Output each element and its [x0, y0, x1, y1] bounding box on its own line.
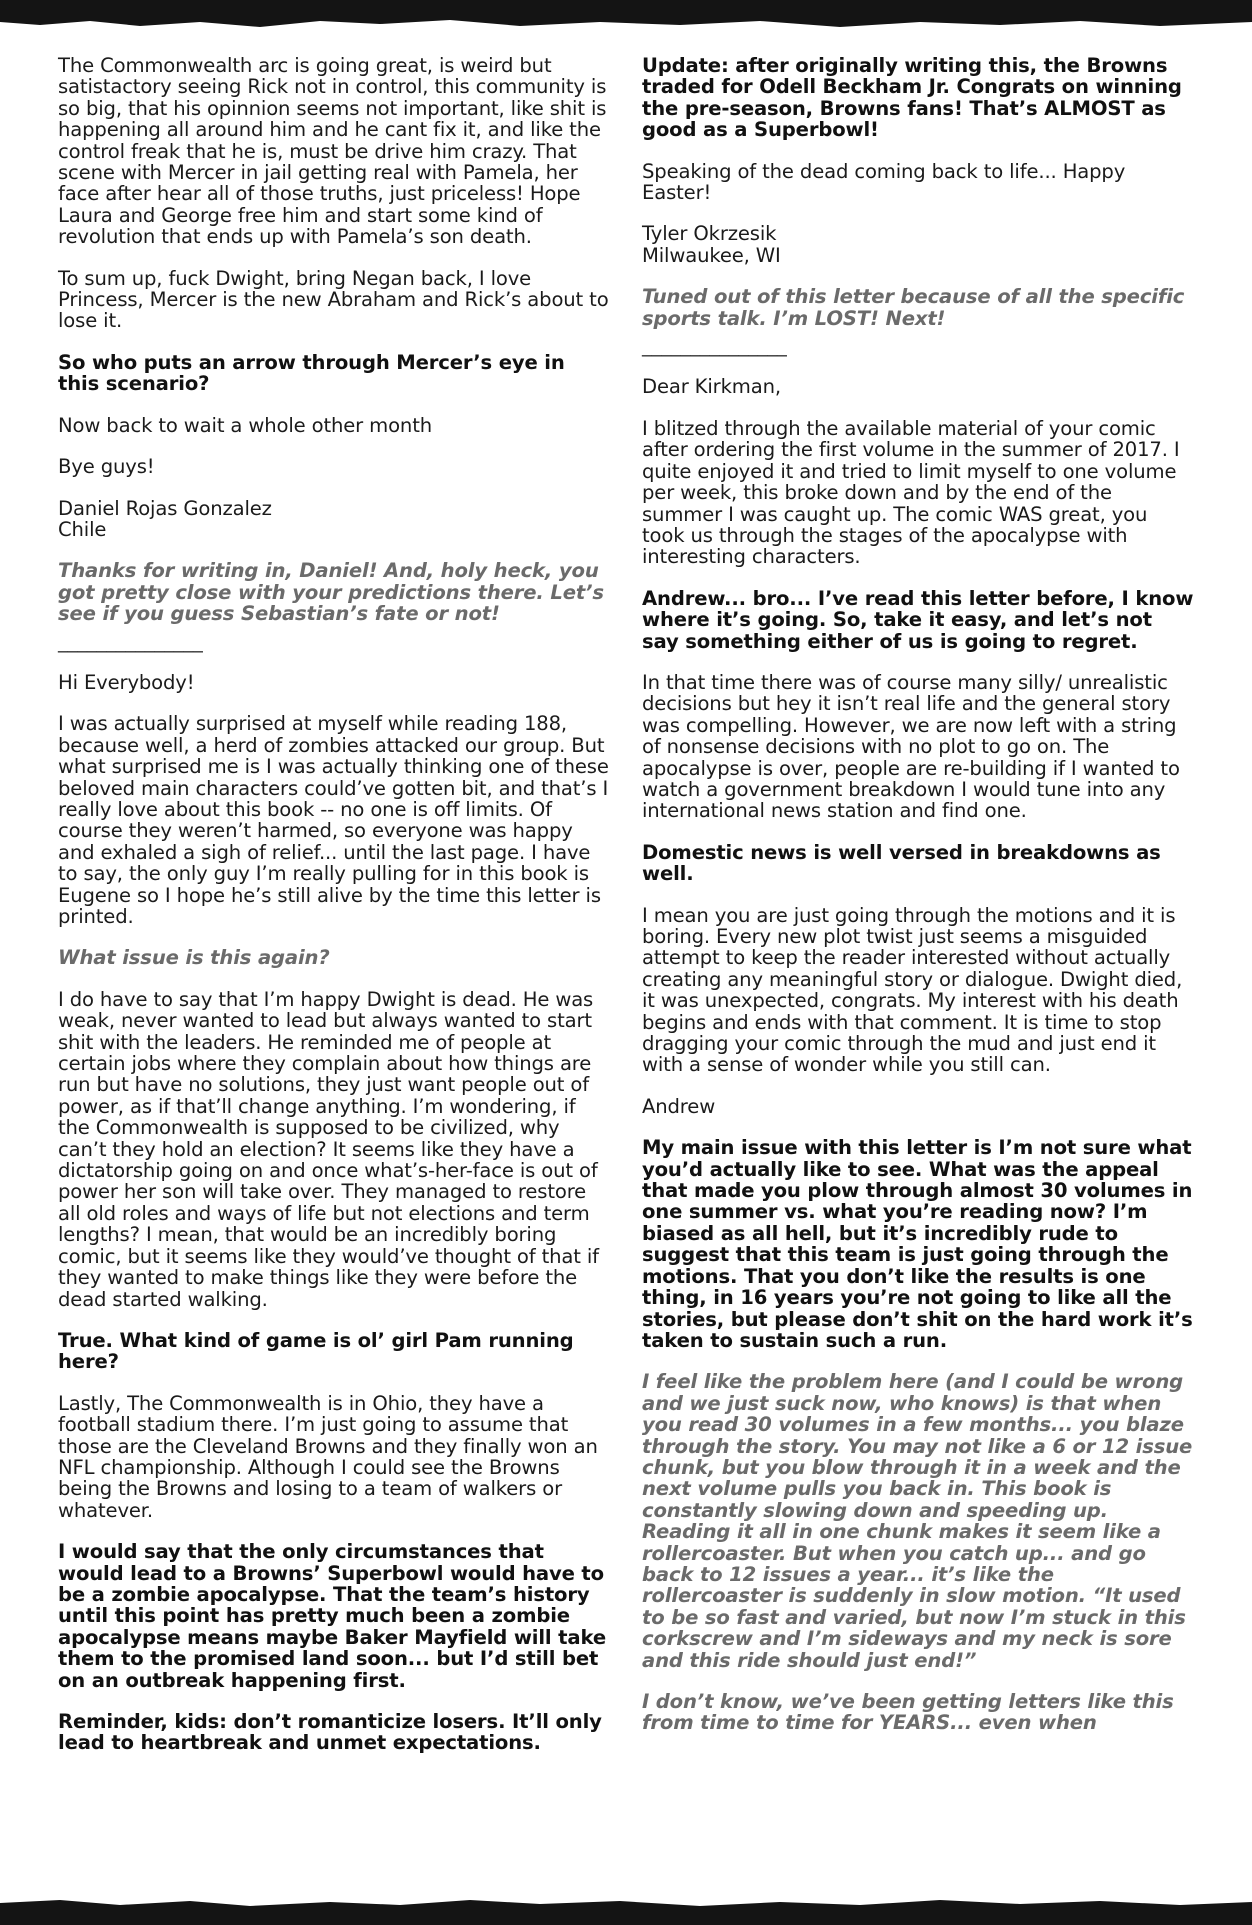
letter-separator: _______________ [58, 629, 203, 653]
editor-response: Tuned out of this letter because of all the specific sports talk. I’m LOST! Next! [642, 285, 1185, 330]
letter-paragraph: Speaking of the dead coming back to life... Happy Easter! [642, 159, 1126, 205]
reply-paragraph: I would say that the only circumstances that would lead to a Browns’ Superbowl would have to be a zombie apocalypse. That the team’s history until this point has pretty much been a zombie apocalypse means maybe Baker Mayfield will take them to the promised land soon... but I’d still bet on an outbreak happening first. [58, 1540, 606, 1692]
right-column [642, 55, 1194, 1754]
letter-signature [642, 223, 1194, 266]
letter-salutation: Dear Kirkman, [642, 375, 781, 399]
letter-paragraph: I do have to say that I’m happy Dwight is dead. He was weak, never wanted to lead but always wanted to start shit with the leaders. He reminded me of people at certain jobs where they complain about how things are run but have no solutions, they just want people out of power, as if that’ll change anything. I’m wondering, if the Commonwealth is supposed to be civilized, why can’t they hold an election? It seems like they have a dictatorship going on and once what’s-her-face is out of power her son will take over. They managed to restore all old roles and ways of life but not elections and term lengths? I mean, that would be an incredibly boring comic, but it seems like they would’ve thought of that if they wanted to make things like they were before the dead started walking. [58, 987, 599, 1311]
signature-name: Tyler Okrzesik [642, 222, 777, 246]
torn-top-border [0, 0, 1252, 20]
editor-response: What issue is this again? [58, 946, 330, 970]
reply-paragraph: True. What kind of game is ol’ girl Pam running here? [58, 1328, 574, 1374]
reply-paragraph: Domestic news is well versed in breakdowns as well. [642, 840, 1161, 886]
letter-paragraph: Lastly, The Commonwealth is in Ohio, they have a football stadium there. I’m just going to assume that those are the Cleveland Browns and they finally won an NFL championship. Although I could see the Browns being the Browns and losing to a team of walkers or whatever. [58, 1391, 598, 1522]
letter-paragraph: To sum up, fuck Dwight, bring Negan back, I love Princess, Mercer is the new Abraham and Rick’s about to lose it. [58, 266, 609, 333]
letter-paragraph: In that time there was of course many silly/ unrealistic decisions but hey it isn’t real life and the general story was compelling. However, we are now left with a string of nonsense decisions with no plot to go on. The apocalypse is over, people are re-building if I wanted to watch a government breakdown I would tune into any international news station and find one. [642, 670, 1180, 823]
letter-separator: _______________ [642, 334, 787, 358]
signature-location: Milwaukee, WI [642, 243, 781, 267]
letter-paragraph: I was actually surprised at myself while reading 188, because well, a herd of zombies attacked our group. But what surprised me is I was actually thinking one of these beloved main characters could’ve gotten bit, and that’s I really love about this book -- no one is off limits. Of course they weren’t harmed, so everyone was happy and exhaled a sigh of relief... until the last page. I have to say, the only guy I’m really pulling for in this book is Eugene so I hope he’s still alive by the time this letter is printed. [58, 712, 609, 928]
signature-name: Daniel Rojas Gonzalez [58, 496, 272, 520]
letter-paragraph: I mean you are just going through the motions and it is boring. Every new plot twist just seems a misguided attempt to keep the reader interested without actually creating any meaningful story or dialogue. Dwight died, it was unexpected, congrats. My interest with his death begins and ends with that comment. It is time to stop dragging your comic through the mud and just end it with a sense of wonder while you still can. [642, 903, 1183, 1077]
editor-response: Thanks for writing in, Daniel! And, holy heck, you got pretty close with your predictions there. Let’s see if you guess Sebastian’s fate or not! [58, 559, 604, 626]
torn-bottom-border [0, 1907, 1252, 1925]
reply-paragraph: Reminder, kids: don’t romanticize losers. It’ll only lead to heartbreak and unmet expectations. [58, 1710, 602, 1755]
letter-paragraph: Now back to wait a whole other month [58, 413, 432, 437]
reply-paragraph: Andrew... bro... I’ve read this letter before, I know where it’s going. So, take it easy, and let’s not say something either of us is going to regret. [642, 586, 1194, 653]
reply-paragraph: Update: after originally writing this, the Browns traded for Odell Beckham Jr. Congrats on winning the pre-season, Browns fans! That’s ALMOST as good as a Superbowl! [642, 54, 1182, 142]
letter-signature: Andrew [642, 1094, 716, 1118]
signature-location: Chile [58, 517, 107, 541]
editor-response: I feel like the problem here (and I could be wrong and we just suck now, who knows) is that when you read 30 volumes in a few months... you blaze through the story. You may not like a 6 or 12 issue chunk, but you blow through it in a week and the next volume pulls you back in. This book is constantly slowing down and speeding up. Reading it all in one chunk makes it seem like a rollercoaster. But when you catch up... and go back to 12 issues a year... it’s like the rollercoaster is suddenly in slow motion. “It used to be so fast and varied, but now I’m stuck in this corkscrew and I’m sideways and my neck is sore and this ride should just end!” [642, 1370, 1193, 1672]
editor-response: I don’t know, we’ve been getting letters like this from time to time for YEARS... even when [642, 1690, 1174, 1735]
letter-paragraph: Hi Everybody! [58, 670, 195, 694]
letter-paragraph: Bye guys! [58, 455, 155, 479]
letter-paragraph: I blitzed through the available material of your comic after ordering the first volume in the summer of 2017. I quite enjoyed it and tried to limit myself to one volume per week, this broke down and by the end of the summer I was caught up. The comic WAS great, you took us through the stages of the apocalypse with interesting characters. [642, 416, 1180, 569]
left-column [58, 55, 610, 1774]
letter-paragraph: The Commonwealth arc is going great, is weird but satistactory seeing Rick not in control, this community is so big, that his opinnion seems not important, like shit is happening all around him and he cant fix it, and like the control freak that he is, must be drive him crazy. That scene with Mercer in jail getting real with Pamela, her face after hear all of those truths, just priceless! Hope Laura and George free him and start some kind of revolution that ends up with Pamela’s son death. [58, 54, 607, 249]
reply-paragraph: So who puts an arrow through Mercer’s eye in this scenario? [58, 350, 565, 396]
letter-signature [58, 498, 610, 541]
reply-paragraph: My main issue with this letter is I’m not sure what you’d actually like to see. What was the appeal that made you plow through almost 30 volumes in one summer vs. what you’re reading now? I’m biased as all hell, but it’s incredibly rude to suggest that this team is just going through the motions. That you don’t like the results is one thing, in 16 years you’re not going to like all the stories, but please don’t shit on the hard work it’s taken to sustain such a run. [642, 1136, 1193, 1352]
